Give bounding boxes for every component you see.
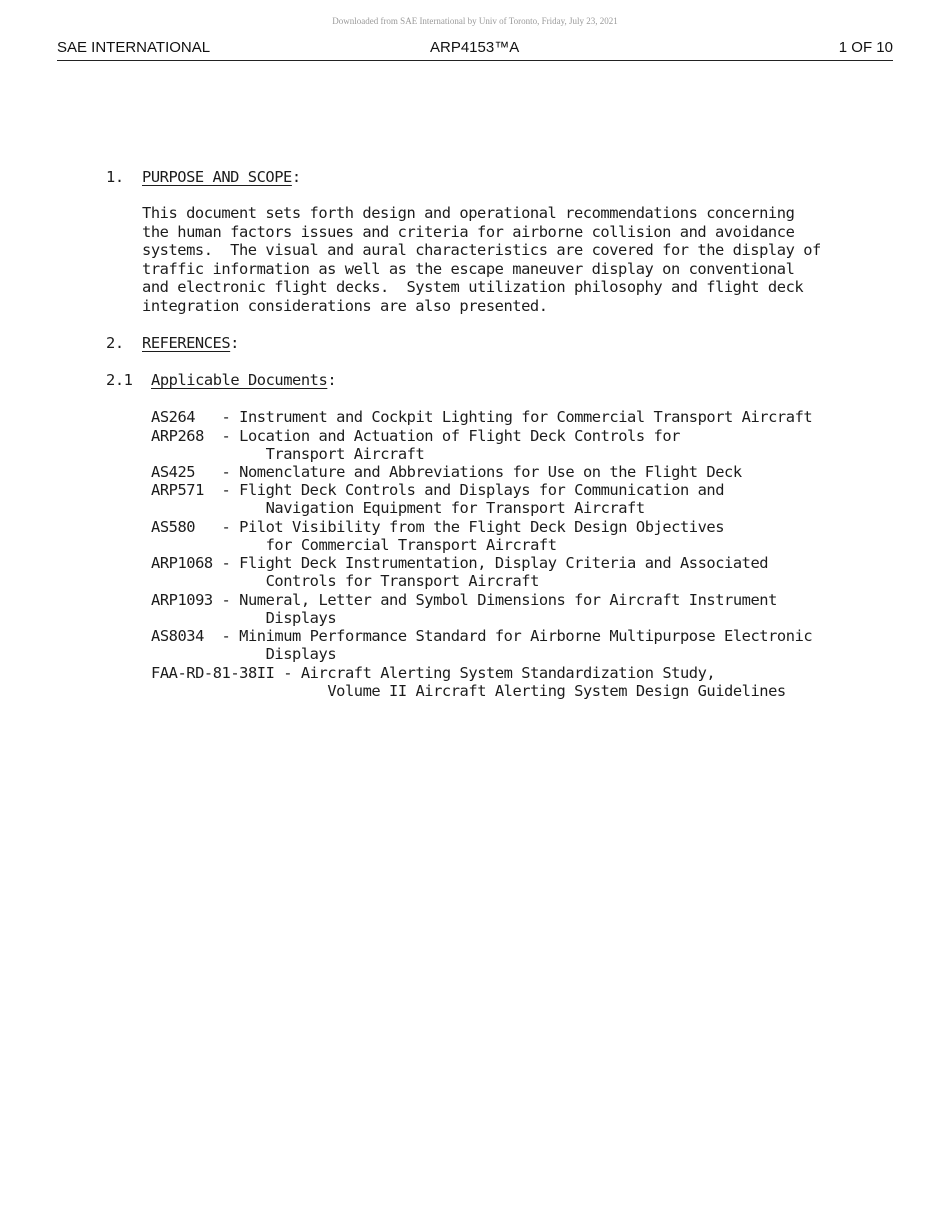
reference-line: ARP268 - Location and Actuation of Flight Deck Controls for [151,426,680,445]
publisher-label: SAE INTERNATIONAL [57,39,211,56]
section-1-line: traffic information as well as the escape maneuver display on conventional [142,259,795,278]
section-1-number: 1. [106,168,124,186]
reference-line: Controls for Transport Aircraft [151,572,539,590]
section-1-line: This document sets forth design and operational recommendations concerning [142,204,795,222]
section-2-1-heading-colon: : [327,371,337,389]
reference-line: AS580 - Pilot Visibility from the Flight Deck Design Objectives [151,517,725,536]
reference-line: Displays [151,608,337,627]
section-2-1-heading-text: Applicable Documents [151,371,328,389]
reference-line: ARP1093 - Numeral, Letter and Symbol Dimensions for Aircraft Instrument [151,590,777,609]
section-1-line: systems. The visual and aural characteristics are covered for the display of [142,241,821,259]
section-1-line: the human factors issues and criteria for airborne collision and avoidance [142,222,795,241]
reference-line: AS8034 - Minimum Performance Standard for Airborne Multipurpose Electronic [151,627,813,645]
section-2-number: 2. [106,334,124,352]
section-1-heading-colon: : [291,168,301,186]
section-2-1-number: 2.1 [106,371,133,389]
reference-line: for Commercial Transport Aircraft [151,535,557,554]
section-2-heading-text: REFERENCES [142,334,231,352]
section-2-heading-colon: : [230,334,239,352]
page-header [57,38,893,61]
section-1-line: integration considerations are also presented. [142,296,548,315]
section-1-line: and electronic flight decks. System utilization philosophy and flight deck [142,278,804,296]
reference-line: FAA-RD-81-38II - Aircraft Alerting System Standardization Study, [151,663,716,682]
download-note: Downloaded from SAE International by Univ of Toronto, Friday, July 23, 2021 [332,16,618,26]
reference-line: AS425 - Nomenclature and Abbreviations for Use on the Flight Deck [151,462,742,481]
document-id: ARP4153™A [430,39,520,56]
section-1-heading-text: PURPOSE AND SCOPE [142,168,292,186]
reference-line: ARP1068 - Flight Deck Instrumentation, Display Criteria and Associated [151,554,769,572]
reference-line: ARP571 - Flight Deck Controls and Displays for Communication and [151,481,725,499]
reference-line: Navigation Equipment for Transport Aircraft [151,499,645,517]
reference-line: AS264 - Instrument and Cockpit Lighting for Commercial Transport Aircraft [151,408,813,426]
section-1-heading [142,168,301,186]
section-2-heading [142,334,239,352]
page-number: 1 OF 10 [838,39,893,56]
reference-line: Displays [151,645,337,663]
section-2-1-heading [151,371,336,389]
reference-line: Volume II Aircraft Alerting System Design Guidelines [151,681,786,700]
reference-line: Transport Aircraft [151,444,425,463]
